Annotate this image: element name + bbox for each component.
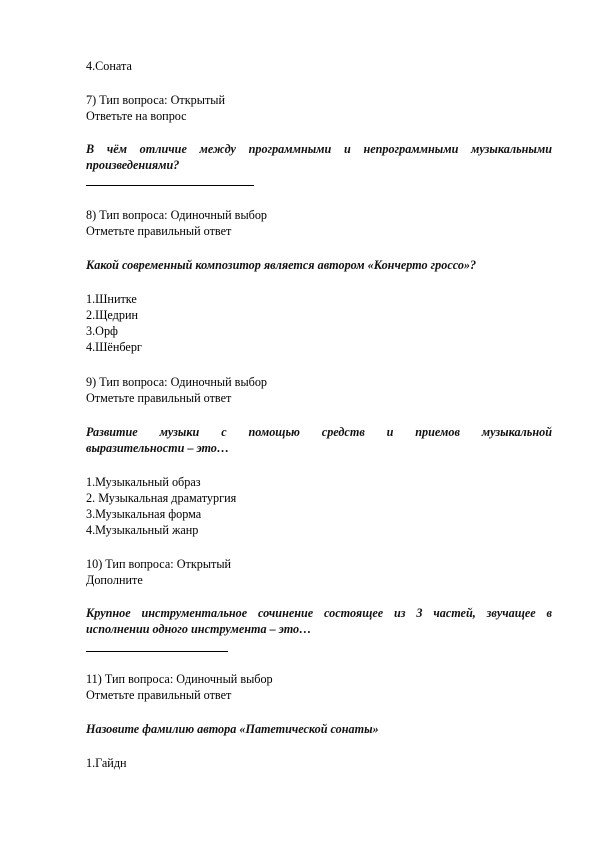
q8-option[interactable]: 1.Шнитке	[86, 292, 137, 306]
q11-instruction: Отметьте правильный ответ	[86, 688, 232, 702]
q10-instruction: Дополните	[86, 573, 143, 587]
q7-instruction: Ответьте на вопрос	[86, 109, 187, 123]
q8-question: Какой современный композитор является автором «Кончерто гроссо»?	[86, 258, 477, 272]
q7-answer-line[interactable]	[86, 185, 254, 186]
q10-question-line2: исполнении одного инструмента – это…	[86, 622, 312, 636]
q9-question-line2: выразительности – это…	[86, 441, 230, 455]
q7-question-line1: В чём отличие между программными и непрограммными музыкальными	[86, 142, 552, 156]
q11-option[interactable]: 1.Гайдн	[86, 756, 127, 770]
q10-answer-line[interactable]	[86, 651, 228, 652]
q10-type: 10) Тип вопроса: Открытый	[86, 557, 232, 571]
q8-option[interactable]: 3.Орф	[86, 324, 118, 338]
q9-option[interactable]: 3.Музыкальная форма	[86, 507, 202, 521]
q8-option[interactable]: 2.Щедрин	[86, 308, 139, 322]
q10-question-line1: Крупное инструментальное сочинение состоящее из 3 частей, звучащее в	[86, 606, 552, 620]
q11-type: 11) Тип вопроса: Одиночный выбор	[86, 672, 273, 686]
q9-type: 9) Тип вопроса: Одиночный выбор	[86, 375, 268, 389]
q11-question: Назовите фамилию автора «Патетической сонаты»	[86, 722, 379, 736]
q7-question-line2: произведениями?	[86, 158, 180, 172]
q9-instruction: Отметьте правильный ответ	[86, 391, 232, 405]
q8-instruction: Отметьте правильный ответ	[86, 224, 232, 238]
q8-type: 8) Тип вопроса: Одиночный выбор	[86, 208, 268, 222]
previous-answer-option: 4.Соната	[86, 59, 132, 73]
q9-option[interactable]: 2. Музыкальная драматургия	[86, 491, 237, 505]
q8-option[interactable]: 4.Шёнберг	[86, 340, 142, 354]
q9-option[interactable]: 4.Музыкальный жанр	[86, 523, 199, 537]
q9-option[interactable]: 1.Музыкальный образ	[86, 475, 201, 489]
q7-type: 7) Тип вопроса: Открытый	[86, 93, 225, 107]
q9-question-line1: Развитие музыки с помощью средств и приемов музыкальной	[86, 425, 552, 439]
